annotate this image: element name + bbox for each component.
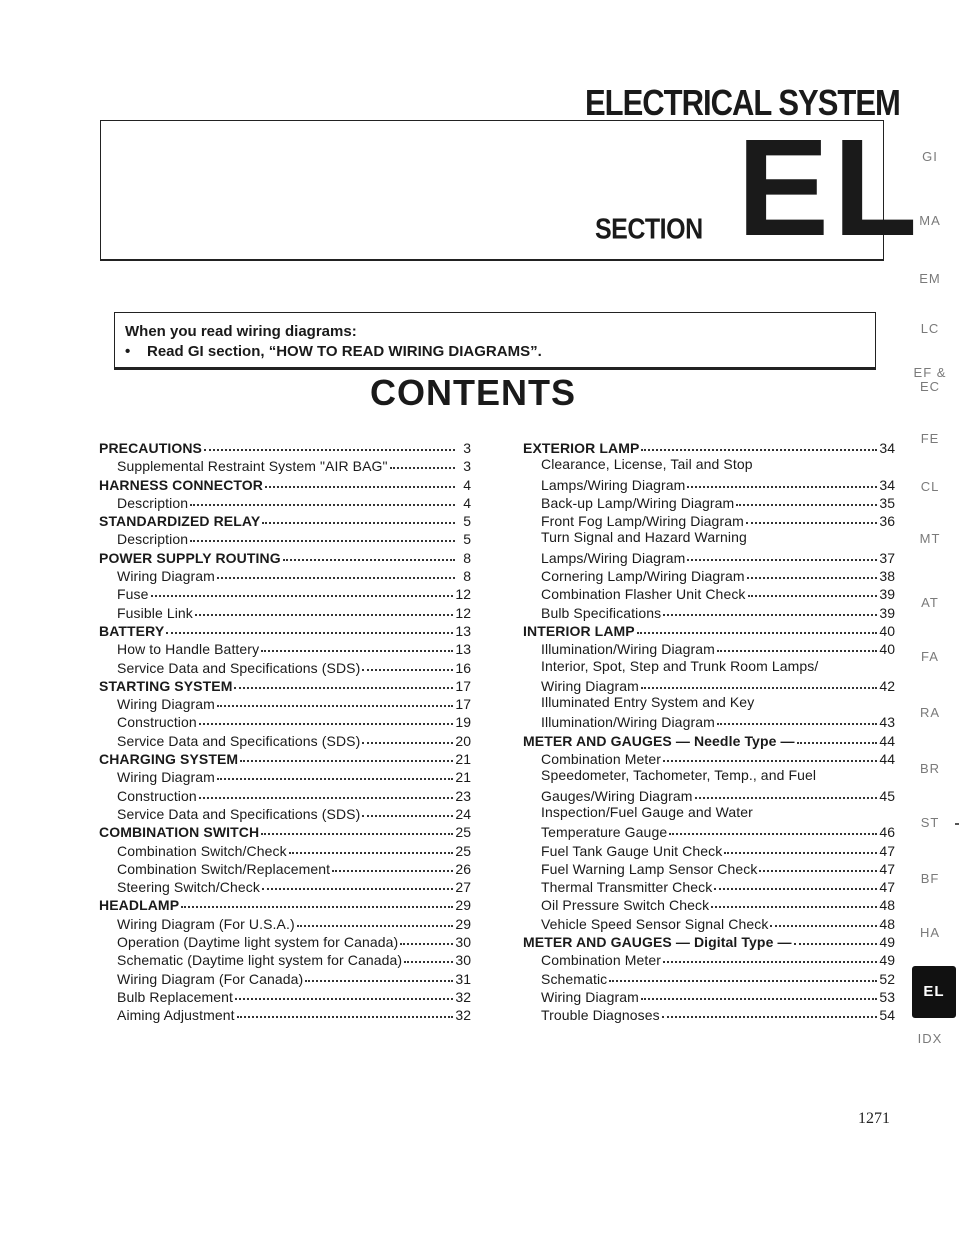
toc-entry-page: 46 — [879, 824, 895, 841]
toc-entry-label: Lamps/Wiring Diagram — [541, 549, 686, 566]
section-label: SECTION — [595, 213, 703, 246]
toc-entry-page: 47 — [879, 860, 895, 877]
toc-entry-label: Service Data and Specifications (SDS) — [117, 659, 361, 676]
toc-entry-page: 3 — [463, 458, 471, 475]
toc-entry-label: Fusible Link — [117, 604, 193, 621]
dot-leader — [759, 856, 877, 872]
dot-leader — [362, 801, 453, 817]
section-banner — [100, 111, 922, 265]
dot-leader — [748, 581, 878, 597]
dot-leader — [641, 673, 878, 689]
toc-entry-page: 53 — [879, 988, 895, 1005]
toc-entry-page: 39 — [879, 586, 895, 603]
toc-entry-label: Supplemental Restraint System "AIR BAG" — [117, 458, 388, 475]
dot-leader — [687, 472, 877, 488]
toc-entry-label: Service Data and Specifications (SDS) — [117, 805, 361, 822]
section-tab-mt[interactable]: MT — [919, 531, 941, 546]
dot-leader — [190, 526, 455, 542]
toc-entry-page: 29 — [455, 915, 471, 932]
toc-entry-page: 39 — [879, 604, 895, 621]
toc-entry-label: Trouble Diagnoses — [541, 1007, 660, 1024]
dot-leader — [262, 874, 453, 890]
dot-leader — [404, 947, 453, 963]
toc-entry-label: Turn Signal and Hazard Warning — [541, 529, 747, 546]
toc-entry-page: 4 — [463, 476, 471, 493]
notice-line-1: When you read wiring diagrams: — [125, 323, 357, 340]
toc-entry-label: Temperature Gauge — [541, 824, 668, 841]
toc-entry-page: 8 — [463, 549, 471, 566]
wiring-diagram-notice — [114, 312, 876, 370]
dot-leader — [234, 673, 453, 689]
toc-entry-label: Combination Meter — [541, 751, 661, 768]
toc-entry-page: 29 — [455, 897, 471, 914]
scan-mark — [955, 823, 959, 825]
toc-entry-label: Schematic (Daytime light system for Canada) — [117, 952, 403, 969]
dot-leader — [261, 819, 453, 835]
dot-leader — [770, 911, 877, 927]
toc-entry-label: Bulb Specifications — [541, 604, 662, 621]
toc-entry-label: CHARGING SYSTEM — [99, 751, 239, 768]
dot-leader — [204, 435, 455, 451]
toc-entry-label: Construction — [117, 787, 197, 804]
toc-entry-page: 34 — [879, 440, 895, 456]
toc-entry-label: Illumination/Wiring Diagram — [541, 641, 715, 658]
toc-entry-page: 49 — [879, 934, 895, 951]
toc-entry-label: Aiming Adjustment — [117, 1007, 235, 1024]
dot-leader — [265, 472, 455, 488]
dot-leader — [199, 783, 454, 799]
dot-leader — [217, 764, 454, 780]
toc-entry-page: 37 — [879, 549, 895, 566]
toc-entry-label: Bulb Replacement — [117, 988, 233, 1005]
toc-entry-label: Speedometer, Tachometer, Temp., and Fuel — [541, 767, 817, 784]
toc-entry-label: Wiring Diagram — [541, 677, 639, 694]
toc-entry-page: 32 — [455, 1007, 471, 1024]
toc-right-column — [523, 437, 895, 1023]
toc-entry[interactable] — [523, 437, 895, 455]
toc-entry-label: STANDARDIZED RELAY — [99, 513, 261, 530]
dot-leader — [151, 581, 454, 597]
toc-entry-label: Illumination/Wiring Diagram — [541, 714, 715, 731]
section-tab-cl[interactable]: CL — [920, 479, 940, 494]
toc-entry-page: 19 — [455, 714, 471, 731]
dot-leader — [235, 984, 453, 1000]
dot-leader — [181, 892, 453, 908]
toc-entry-page: 20 — [455, 732, 471, 749]
toc-entry-page: 21 — [455, 769, 471, 786]
toc-entry-label: HARNESS CONNECTOR — [99, 476, 264, 493]
section-tab-ef-ec[interactable]: EF & EC — [913, 365, 947, 394]
toc-entry[interactable] — [523, 785, 895, 803]
toc-entry-page: 47 — [879, 842, 895, 859]
toc-entry-label: Lamps/Wiring Diagram — [541, 476, 686, 493]
toc-entry-label: Schematic — [541, 970, 608, 987]
toc-entry-label: How to Handle Battery — [117, 641, 260, 658]
dot-leader — [297, 911, 454, 927]
toc-entry-label: Wiring Diagram — [117, 769, 215, 786]
notice-line-2 — [125, 342, 875, 362]
dot-leader — [190, 490, 455, 506]
toc-entry-label: Steering Switch/Check — [117, 879, 260, 896]
toc-entry-page: 47 — [879, 879, 895, 896]
toc-entry-label: METER AND GAUGES — Digital Type — — [523, 934, 792, 951]
toc-entry-page: 17 — [455, 677, 471, 694]
toc-entry-page: 12 — [455, 586, 471, 603]
toc-entry-page: 44 — [879, 751, 895, 768]
dot-leader — [724, 838, 877, 854]
toc-entry[interactable] — [523, 675, 895, 693]
toc-entry-page: 12 — [455, 604, 471, 621]
dot-leader — [400, 929, 453, 945]
dot-leader — [261, 636, 453, 652]
toc-entry-page: 48 — [879, 897, 895, 914]
bullet-icon: • — [125, 343, 131, 360]
toc-entry-page: 30 — [455, 934, 471, 951]
toc-entry-page: 43 — [879, 714, 895, 731]
toc-entry-label: Wiring Diagram (For Canada) — [117, 970, 304, 987]
toc-entry-page: 3 — [463, 440, 471, 456]
toc-entry-label: Wiring Diagram — [541, 988, 639, 1005]
toc-entry-label: Front Fog Lamp/Wiring Diagram — [541, 513, 744, 530]
section-code: EL — [737, 111, 922, 265]
section-tab-gi[interactable]: GI — [922, 149, 938, 164]
section-tab-em[interactable]: EM — [919, 271, 941, 286]
dot-leader — [663, 600, 877, 616]
toc-entry-page: 21 — [455, 751, 471, 768]
dot-leader — [240, 746, 453, 762]
dot-leader — [641, 435, 877, 451]
dot-leader — [166, 618, 453, 634]
toc-entry-page: 31 — [455, 970, 471, 987]
toc-entry-page: 5 — [463, 513, 471, 530]
section-tab-idx[interactable]: IDX — [917, 1031, 943, 1046]
section-tab-bf[interactable]: BF — [920, 871, 940, 886]
toc-entry-page: 23 — [455, 787, 471, 804]
toc-entry-label: Vehicle Speed Sensor Signal Check — [541, 915, 769, 932]
toc-entry-label: Service Data and Specifications (SDS) — [117, 732, 361, 749]
toc-entry-label: Oil Pressure Switch Check — [541, 897, 710, 914]
toc-entry-label: Inspection/Fuel Gauge and Water — [541, 803, 753, 820]
dot-leader — [717, 636, 878, 652]
toc-entry-page: 17 — [455, 696, 471, 713]
section-tab-st[interactable]: ST — [920, 815, 940, 830]
dot-leader — [390, 453, 455, 469]
toc-entry-label: Fuel Tank Gauge Unit Check — [541, 842, 723, 859]
toc-entry-label: BATTERY — [99, 622, 165, 639]
dot-leader — [736, 490, 877, 506]
toc-entry-label: Description — [117, 531, 189, 548]
dot-leader — [262, 508, 455, 524]
toc-entry-label: Wiring Diagram — [117, 696, 215, 713]
toc-entry-label: Illuminated Entry System and Key — [541, 694, 755, 711]
toc-entry-label: Combination Meter — [541, 952, 661, 969]
toc-entry-label: INTERIOR LAMP — [523, 622, 635, 639]
toc-entry[interactable] — [523, 638, 895, 656]
dot-leader — [237, 1002, 454, 1018]
dot-leader — [217, 691, 454, 707]
dot-leader — [663, 947, 877, 963]
dot-leader — [794, 929, 878, 945]
dot-leader — [714, 874, 877, 890]
toc-entry-label: METER AND GAUGES — Needle Type — — [523, 732, 795, 749]
dot-leader — [332, 856, 453, 872]
toc-entry-label: Gauges/Wiring Diagram — [541, 787, 693, 804]
toc-entry[interactable] — [523, 748, 895, 766]
toc-entry-page: 25 — [455, 824, 471, 841]
page-title: ELECTRICAL SYSTEM — [585, 82, 900, 124]
toc-entry-label: HEADLAMP — [99, 897, 180, 914]
notice-line-2-text: Read GI section, “HOW TO READ WIRING DIAGRAMS”. — [147, 343, 542, 360]
toc-entry-page: 24 — [455, 805, 471, 822]
toc-entry-page: 49 — [879, 952, 895, 969]
toc-entry-label: Combination Switch/Check — [117, 842, 287, 859]
section-tab-fe[interactable]: FE — [920, 431, 940, 446]
toc-entry[interactable] — [99, 1004, 471, 1022]
toc-entry-page: 32 — [455, 988, 471, 1005]
toc-entry-page: 35 — [879, 494, 895, 511]
dot-leader — [669, 819, 877, 835]
section-tab-at[interactable]: AT — [921, 595, 939, 610]
dot-leader — [289, 838, 454, 854]
toc-entry-page: 42 — [879, 677, 895, 694]
toc-entry-page: 44 — [879, 732, 895, 749]
dot-leader — [362, 655, 453, 671]
toc-entry-page: 52 — [879, 970, 895, 987]
toc-entry-label: COMBINATION SWITCH — [99, 824, 260, 841]
section-tab-ra[interactable]: RA — [919, 705, 941, 720]
dot-leader — [641, 984, 878, 1000]
section-tab-br[interactable]: BR — [919, 761, 941, 776]
dot-leader — [637, 618, 878, 634]
dot-leader — [746, 508, 878, 524]
toc-entry-label: Clearance, License, Tail and Stop — [541, 456, 753, 473]
dot-leader — [199, 709, 454, 725]
dot-leader — [711, 892, 877, 908]
toc-entry-page: 38 — [879, 568, 895, 585]
toc-entry-label: PRECAUTIONS — [99, 440, 202, 456]
dot-leader — [695, 783, 878, 799]
toc-entry-page: 13 — [455, 641, 471, 658]
toc-entry-page: 36 — [879, 513, 895, 530]
dot-leader — [305, 966, 453, 982]
toc-entry-page: 8 — [463, 568, 471, 585]
toc-entry-label: Operation (Daytime light system for Canada) — [117, 934, 399, 951]
toc-entry-page: 26 — [455, 860, 471, 877]
toc-entry-page: 45 — [879, 787, 895, 804]
toc-entry-label: Fuse — [117, 586, 149, 603]
toc-entry-label: Cornering Lamp/Wiring Diagram — [541, 568, 745, 585]
toc-entry-page: 30 — [455, 952, 471, 969]
toc-entry-label: POWER SUPPLY ROUTING — [99, 549, 281, 566]
toc-entry-page: 54 — [879, 1007, 895, 1024]
dot-leader — [663, 746, 877, 762]
toc-entry-page: 34 — [879, 476, 895, 493]
toc-entry-label: EXTERIOR LAMP — [523, 440, 640, 456]
toc-entry-label: Wiring Diagram (For U.S.A.) — [117, 915, 295, 932]
section-tab-lc[interactable]: LC — [920, 321, 940, 336]
toc-entry-page: 4 — [463, 494, 471, 511]
section-tab-ma[interactable]: MA — [919, 213, 941, 228]
toc-entry-label: Interior, Spot, Step and Trunk Room Lamps/ — [541, 657, 819, 674]
toc-entry-label: Combination Flasher Unit Check — [541, 586, 746, 603]
toc-entry-page: 25 — [455, 842, 471, 859]
dot-leader — [687, 545, 877, 561]
toc-entry-label: Combination Switch/Replacement — [117, 860, 331, 877]
toc-entry-page: 40 — [879, 641, 895, 658]
toc-entry-page: 5 — [463, 531, 471, 548]
section-tab-fa[interactable]: FA — [921, 649, 939, 664]
toc-entry[interactable] — [523, 510, 895, 528]
toc-entry-label: Back-up Lamp/Wiring Diagram — [541, 494, 735, 511]
dot-leader — [747, 563, 878, 579]
toc-entry-label: Construction — [117, 714, 197, 731]
toc-entry-label: Thermal Transmitter Check — [541, 879, 713, 896]
toc-entry-label: Description — [117, 494, 189, 511]
toc-entry-page: 13 — [455, 622, 471, 639]
page-number: 1271 — [858, 1110, 890, 1127]
toc-entry[interactable] — [523, 1004, 895, 1022]
dot-leader — [662, 1002, 878, 1018]
toc-entry-page: 16 — [455, 659, 471, 676]
dot-leader — [797, 728, 878, 744]
section-tab-ha[interactable]: HA — [919, 925, 941, 940]
dot-leader — [362, 728, 453, 744]
toc-entry-label: Wiring Diagram — [117, 568, 215, 585]
toc-entry-page: 48 — [879, 915, 895, 932]
toc-entry-page: 40 — [879, 622, 895, 639]
dot-leader — [195, 600, 454, 616]
toc-entry-page: 27 — [455, 879, 471, 896]
dot-leader — [717, 709, 878, 725]
dot-leader — [283, 545, 455, 561]
dot-leader — [609, 966, 877, 982]
toc-left-column — [99, 437, 471, 1023]
dot-leader — [217, 563, 455, 579]
section-tab-el[interactable]: EL — [912, 966, 956, 1018]
toc-entry-label: STARTING SYSTEM — [99, 677, 233, 694]
toc-entry-label: Fuel Warning Lamp Sensor Check — [541, 860, 758, 877]
contents-heading: CONTENTS — [370, 372, 576, 413]
